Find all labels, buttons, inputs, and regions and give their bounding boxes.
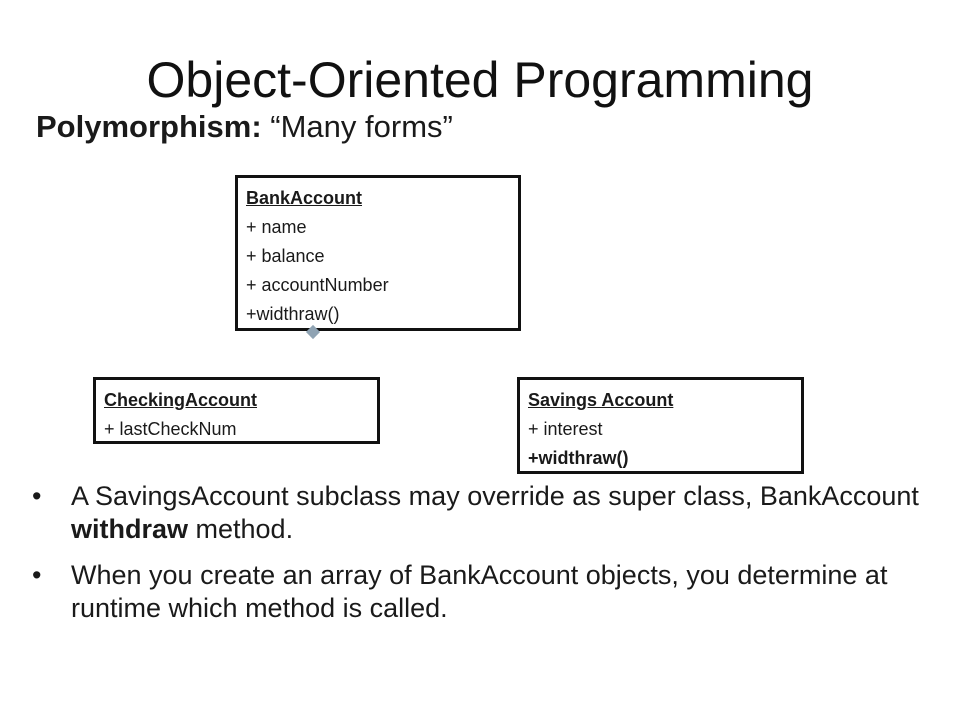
bullet-emphasis: withdraw <box>71 514 189 544</box>
checking-account-class-box <box>93 377 380 444</box>
class-name: CheckingAccount <box>104 390 258 410</box>
class-name: BankAccount <box>246 188 363 208</box>
bullet-list <box>32 480 922 638</box>
bullet-text: A SavingsAccount subclass may override as super class, BankAccount <box>71 481 919 511</box>
bank-account-class-box <box>235 175 521 331</box>
bullet-item <box>32 559 922 625</box>
savings-account-class-box <box>517 377 804 474</box>
class-member: + accountNumber <box>246 275 389 295</box>
class-member: +widthraw() <box>528 448 629 468</box>
slide-subtitle <box>36 108 453 146</box>
subtitle-text: “Many forms” <box>270 109 453 144</box>
class-member: + name <box>246 217 307 237</box>
bullet-text-end: method. <box>188 514 294 544</box>
class-member: +widthraw() <box>246 304 340 324</box>
bullet-item <box>32 480 922 546</box>
class-member: + interest <box>528 419 603 439</box>
bullet-marker: • <box>32 481 42 511</box>
bullet-marker: • <box>32 560 42 590</box>
bullet-text: When you create an array of BankAccount objects, you determine at runtime which method is called. <box>71 560 888 623</box>
subtitle-label: Polymorphism: <box>36 109 262 144</box>
class-member: + lastCheckNum <box>104 419 237 439</box>
class-name: Savings Account <box>528 390 674 410</box>
class-member: + balance <box>246 246 325 266</box>
slide-title: Object-Oriented Programming <box>146 52 814 108</box>
